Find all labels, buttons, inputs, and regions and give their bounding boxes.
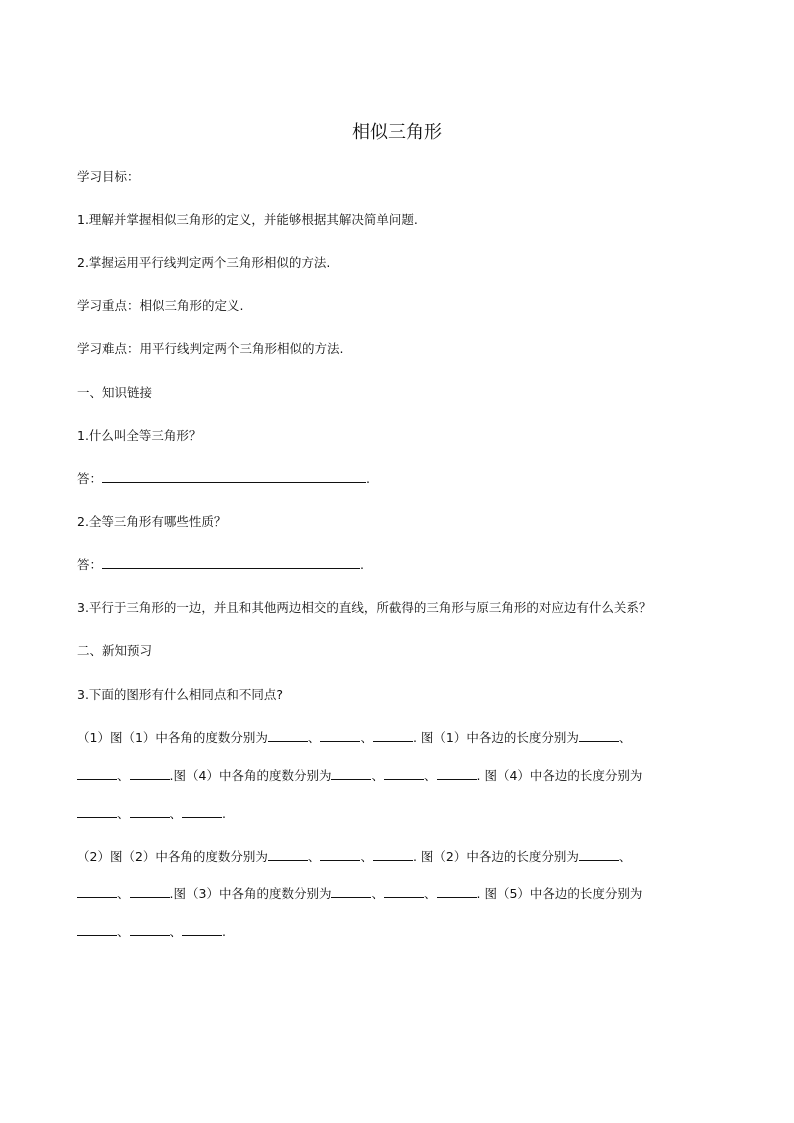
separator: 、 <box>371 768 384 783</box>
separator: 、 <box>117 924 130 939</box>
separator: 、 <box>117 768 130 783</box>
fill-blank[interactable] <box>384 767 424 780</box>
period: . <box>169 886 174 901</box>
period: . <box>412 730 417 745</box>
fill-blank[interactable] <box>182 805 222 818</box>
part-2-angles-fig3-text: 图（3）中各角的度数分别为 <box>173 886 332 901</box>
separator: 、 <box>371 886 384 901</box>
part-2-line-2 <box>77 885 642 903</box>
answer-blank[interactable] <box>102 470 366 483</box>
separator: 、 <box>423 768 437 783</box>
answer-label: 答： <box>77 471 103 486</box>
fill-blank[interactable] <box>130 923 170 936</box>
goal-2: 2.掌握运用平行线判定两个三角形相似的方法. <box>77 255 331 270</box>
separator: 、 <box>618 730 632 745</box>
separator: 、 <box>618 849 632 864</box>
separator: 、 <box>307 849 321 864</box>
period: . <box>476 886 481 901</box>
page-title: 相似三角形 <box>352 122 442 143</box>
goal-1: 1.理解并掌握相似三角形的定义，并能够根据其解决简单问题. <box>77 212 418 227</box>
period: . <box>412 849 417 864</box>
fill-blank[interactable] <box>130 767 170 780</box>
part-2-sides-fig2-text: 图（2）中各边的长度分别为 <box>420 849 579 864</box>
answer-blank[interactable] <box>102 556 360 569</box>
fill-blank[interactable] <box>268 729 308 742</box>
part-1-line-3 <box>77 805 226 823</box>
question-1: 1.什么叫全等三角形？ <box>77 428 202 443</box>
fill-blank[interactable] <box>77 885 117 898</box>
fill-blank[interactable] <box>77 805 117 818</box>
difficulty-point: 学习难点：用平行线判定两个三角形相似的方法. <box>77 341 344 356</box>
question-2: 2.全等三角形有哪些性质？ <box>77 514 227 529</box>
separator: 、 <box>117 886 130 901</box>
fill-blank[interactable] <box>579 729 619 742</box>
fill-blank[interactable] <box>373 729 413 742</box>
period: . <box>222 806 227 821</box>
fill-blank[interactable] <box>331 767 371 780</box>
part-2-angles-fig2-text: （2）图（2）中各角的度数分别为 <box>77 849 268 864</box>
fill-blank[interactable] <box>130 805 170 818</box>
answer-line-1 <box>77 470 370 488</box>
fill-blank[interactable] <box>437 885 477 898</box>
separator: 、 <box>360 849 373 864</box>
fill-blank[interactable] <box>331 885 371 898</box>
fill-blank[interactable] <box>77 767 117 780</box>
fill-blank[interactable] <box>182 923 222 936</box>
part-2-sides-fig5-text: 图（5）中各边的长度分别为 <box>484 886 643 901</box>
period: . <box>360 557 364 572</box>
period: . <box>366 471 370 486</box>
fill-blank[interactable] <box>320 848 360 861</box>
part-2-line-1 <box>77 848 631 866</box>
question-3: 3.平行于三角形的一边，并且和其他两边相交的直线，所截得的三角形与原三角形的对应边有什么关系？ <box>77 600 652 615</box>
fill-blank[interactable] <box>579 848 619 861</box>
part-1-line-2 <box>77 767 642 785</box>
goals-label: 学习目标： <box>77 169 140 184</box>
separator: 、 <box>117 806 130 821</box>
separator: 、 <box>360 730 373 745</box>
separator: 、 <box>169 924 183 939</box>
fill-blank[interactable] <box>268 848 308 861</box>
separator: 、 <box>307 730 321 745</box>
period: . <box>222 924 227 939</box>
part-1-sides-fig1-text: 图（1）中各边的长度分别为 <box>420 730 579 745</box>
part-1-angles-fig4-text: 图（4）中各角的度数分别为 <box>173 768 332 783</box>
separator: 、 <box>169 806 183 821</box>
fill-blank[interactable] <box>373 848 413 861</box>
part-1-line-1 <box>77 729 631 747</box>
answer-label: 答： <box>77 557 103 572</box>
part-1-angles-fig1-text: （1）图（1）中各角的度数分别为 <box>77 730 268 745</box>
section-knowledge-link: 一、知识链接 <box>77 385 153 400</box>
fill-blank[interactable] <box>130 885 170 898</box>
answer-line-2 <box>77 556 364 574</box>
fill-blank[interactable] <box>437 767 477 780</box>
part-2-line-3 <box>77 923 226 941</box>
question-4: 3.下面的图形有什么相同点和不同点? <box>77 687 284 702</box>
key-point: 学习重点：相似三角形的定义. <box>77 298 244 313</box>
period: . <box>476 768 481 783</box>
separator: 、 <box>423 886 437 901</box>
section-new-knowledge: 二、新知预习 <box>77 643 153 658</box>
fill-blank[interactable] <box>384 885 424 898</box>
period: . <box>169 768 174 783</box>
part-1-sides-fig4-text: 图（4）中各边的长度分别为 <box>484 768 643 783</box>
fill-blank[interactable] <box>77 923 117 936</box>
fill-blank[interactable] <box>320 729 360 742</box>
